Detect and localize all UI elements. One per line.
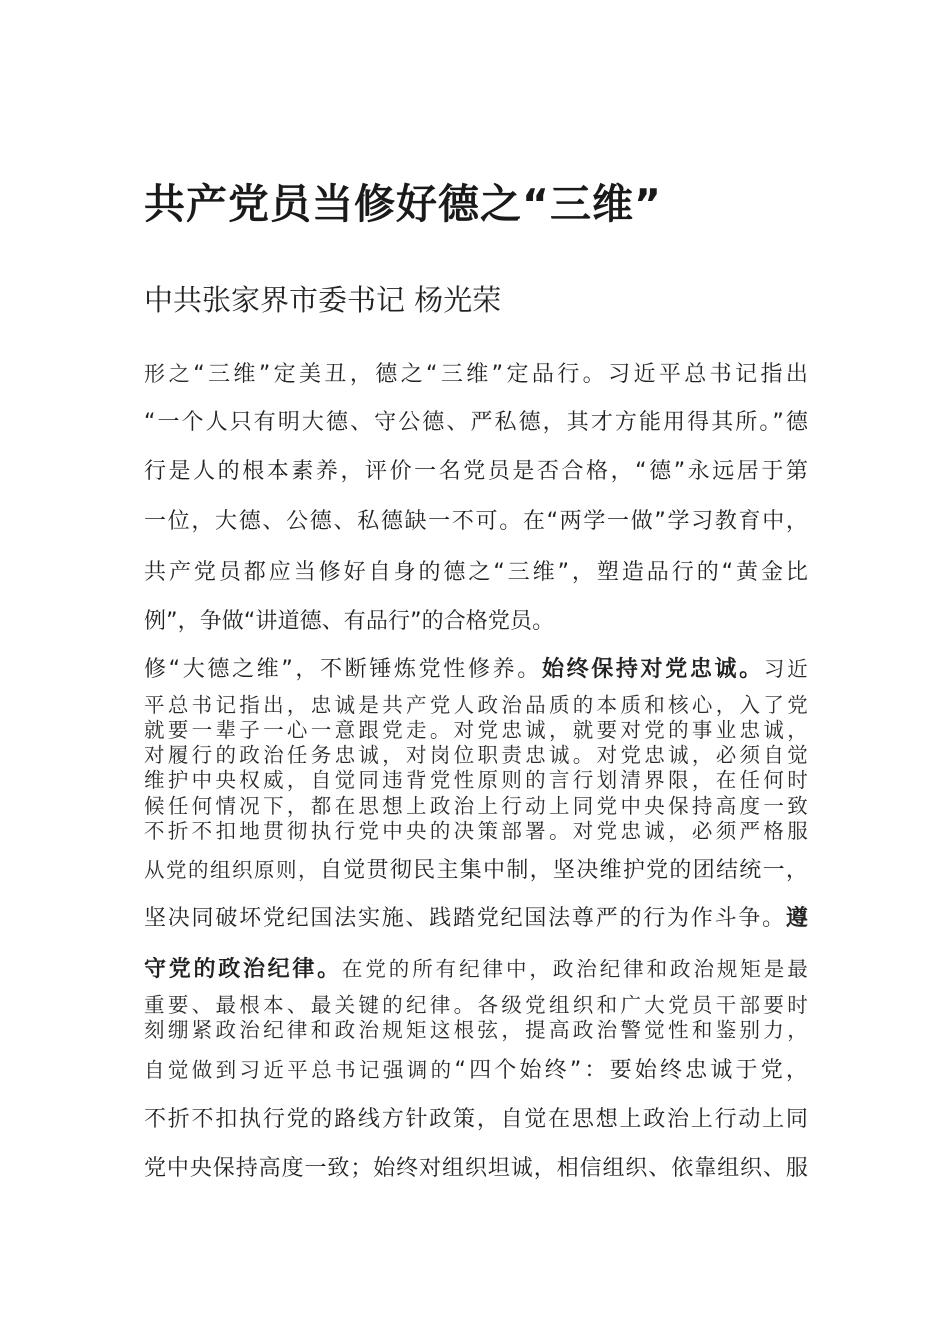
bold-subheading: 始终保持对党忠诚。 [541, 657, 764, 682]
body-line [144, 654, 808, 686]
body-line: 不折不扣地贯彻执行党中央的决策部署。对党忠诚，必须严格服 [144, 819, 808, 843]
body-text: 从党的组织原则， [144, 858, 320, 882]
body-line: 刻绷紧政治纪律和政治规矩这根弦，提高政治警觉性和鉴别力， [144, 1018, 808, 1042]
body-text: 形之 [144, 362, 194, 386]
body-text: 自觉贯彻民主集中制，坚决维护党的团结统一， [319, 858, 808, 883]
body-line [144, 903, 808, 935]
body-line: 就要一辈子一心一意跟党走。对党忠诚，就要对党的事业忠诚， [144, 718, 808, 742]
body-line: 重要、最根本、最关键的纪律。各级党组织和广大党员干部要时 [144, 993, 808, 1017]
section-heading: 修“大德之维”，不断锤炼党性修养。 [144, 657, 542, 682]
body-text: 在党的所有纪律中，政治纪律和政治规矩是最 [341, 957, 808, 981]
body-line: 党中央保持高度一致；始终对组织坦诚，相信组织、依靠组织、服 [144, 1156, 808, 1181]
article-title: 共产党员当修好德之“三维” [144, 180, 662, 228]
body-line: 行是人的根本素养，评价一名党员是否合格，“德”永远居于第 [144, 459, 808, 484]
body-line: 对履行的政治任务忠诚，对岗位职责忠诚。对党忠诚，必须自觉 [144, 743, 808, 767]
body-line [144, 855, 808, 887]
body-line [144, 954, 808, 986]
body-line: 候任何情况下，都在思想上政治上行动上同党中央保持高度一致 [144, 794, 808, 818]
body-line [144, 1055, 808, 1087]
body-line [144, 359, 808, 391]
body-text: 坚决同破坏党纪国法实施、践踏党纪国法尊严的行为作斗争。 [144, 906, 786, 931]
body-line: 例”，争做“讲道德、有品行”的合格党员。 [144, 609, 555, 634]
body-text: “四个始终”：要始终忠诚于党， [454, 1058, 809, 1083]
body-line: “一个人只有明大德、守公德、严私德，其才方能用得其所。”德 [144, 410, 808, 435]
author-byline: 中共张家界市委书记 杨光荣 [144, 283, 502, 317]
bold-subheading: 遵 [785, 906, 808, 931]
body-line: 维护中央权威，自觉同违背党性原则的言行划清界限，在任何时 [144, 768, 808, 792]
bold-subheading: 守党的政治纪律。 [144, 957, 342, 982]
body-text: “三维”定美丑，德之“三维”定品行。习近平总书记指出 [193, 362, 808, 387]
body-line: 不折不扣执行党的路线方针政策，自觉在思想上政治上行动上同 [144, 1107, 808, 1132]
body-line: 平总书记指出，忠诚是共产党人政治品质的本质和核心，入了党 [144, 693, 808, 717]
body-text: 自觉做到习近平总书记强调的 [144, 1058, 455, 1082]
body-text: 习近 [763, 657, 808, 681]
body-line: 一位，大德、公德、私德缺一不可。在“两学一做”学习教育中， [144, 509, 808, 534]
body-line: 共产党员都应当修好自身的德之“三维”，塑造品行的“黄金比 [144, 560, 808, 585]
